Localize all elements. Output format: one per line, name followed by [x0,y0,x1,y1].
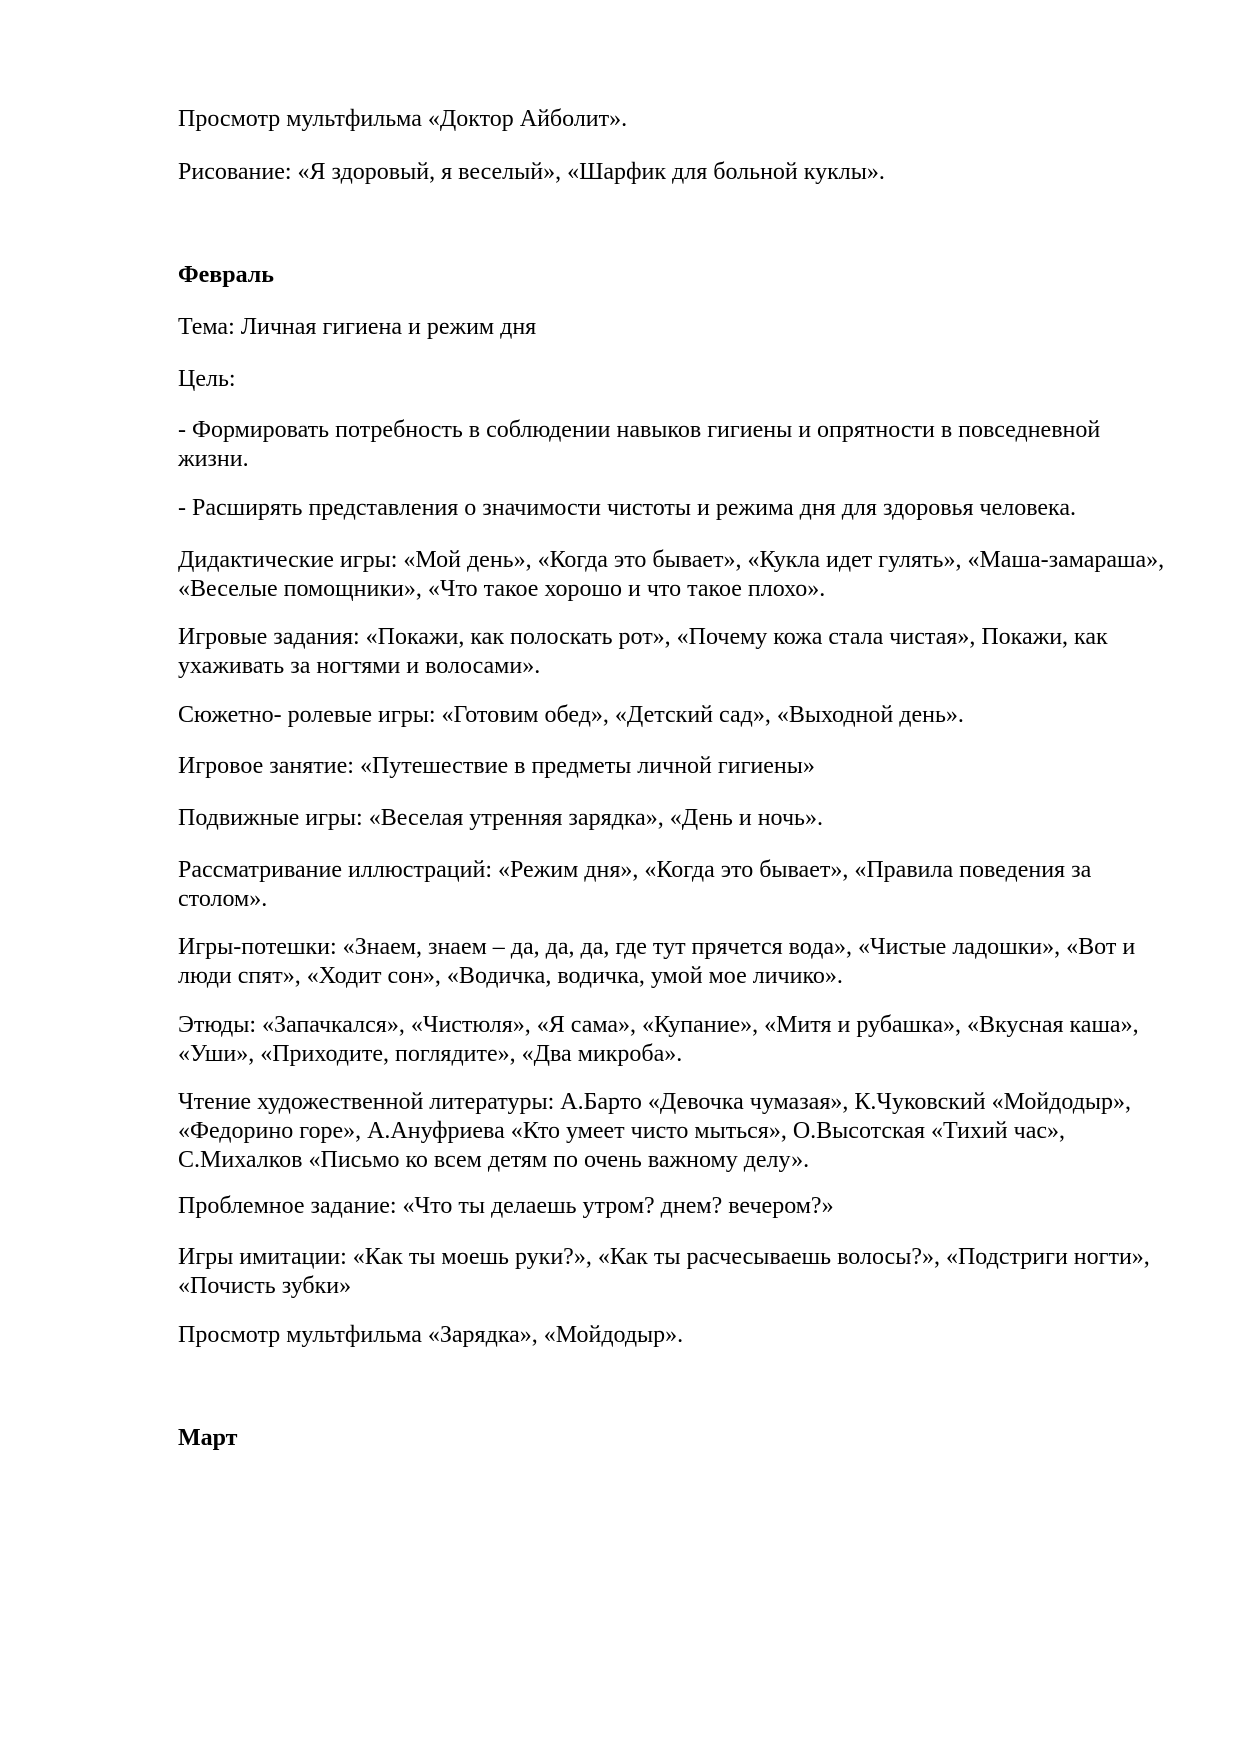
paragraph-reading: Чтение художественной литературы: А.Барто «Девочка чумазая», К.Чуковский «Мойдодыр», «Федорино горе», А.Ануфриева «Кто умеет чисто мыться», О.Высотская «Тихий час», С.Михалков «Письмо ко всем детям по очень важному делу». [178,1089,1132,1173]
paragraph-active-games: Подвижные игры: «Веселая утренняя зарядка», «День и ночь». [178,805,823,831]
paragraph-didactic-games: Дидактические игры: «Мой день», «Когда это бывает», «Кукла идет гулять», «Маша-замараша», «Веселые помощники», «Что такое хорошо и что такое плохо». [178,547,1165,602]
paragraph-goal-label: Цель: [178,366,236,392]
paragraph-drawing: Рисование: «Я здоровый, я веселый», «Шарфик для больной куклы». [178,159,885,185]
paragraph-nursery-rhymes: Игры-потешки: «Знаем, знаем – да, да, да, где тут прячется вода», «Чистые ладошки», «Вот и люди спят», «Ходит сон», «Водичка, водичка, умой мое личико». [178,934,1136,989]
heading-march: Март [178,1425,238,1451]
paragraph-cartoon-aibolit: Просмотр мультфильма «Доктор Айболит». [178,106,628,132]
paragraph-role-games: Сюжетно- ролевые игры: «Готовим обед», «Детский сад», «Выходной день». [178,702,964,728]
paragraph-goal-2: - Расширять представления о значимости чистоты и режима дня для здоровья человека. [178,495,1077,521]
heading-february: Февраль [178,262,274,288]
paragraph-etudes: Этюды: «Запачкался», «Чистюля», «Я сама», «Купание», «Митя и рубашка», «Вкусная каша», «Уши», «Приходите, поглядите», «Два микроба». [178,1012,1139,1067]
paragraph-topic: Тема: Личная гигиена и режим дня [178,314,537,340]
paragraph-imitation-games: Игры имитации: «Как ты моешь руки?», «Как ты расчесываешь волосы?», «Подстриги ногти», «Почисть зубки» [178,1244,1150,1299]
paragraph-game-tasks: Игровые задания: «Покажи, как полоскать рот», «Почему кожа стала чистая», Покажи, как ухаживать за ногтями и волосами». [178,624,1108,679]
paragraph-cartoon-exercise: Просмотр мультфильма «Зарядка», «Мойдодыр». [178,1322,684,1348]
paragraph-illustrations: Рассматривание иллюстраций: «Режим дня», «Когда это бывает», «Правила поведения за столом». [178,857,1092,912]
paragraph-problem-task: Проблемное задание: «Что ты делаешь утром? днем? вечером?» [178,1193,834,1219]
paragraph-goal-1: - Формировать потребность в соблюдении навыков гигиены и опрятности в повседневной жизни. [178,417,1101,472]
paragraph-game-lesson: Игровое занятие: «Путешествие в предметы личной гигиены» [178,753,815,779]
